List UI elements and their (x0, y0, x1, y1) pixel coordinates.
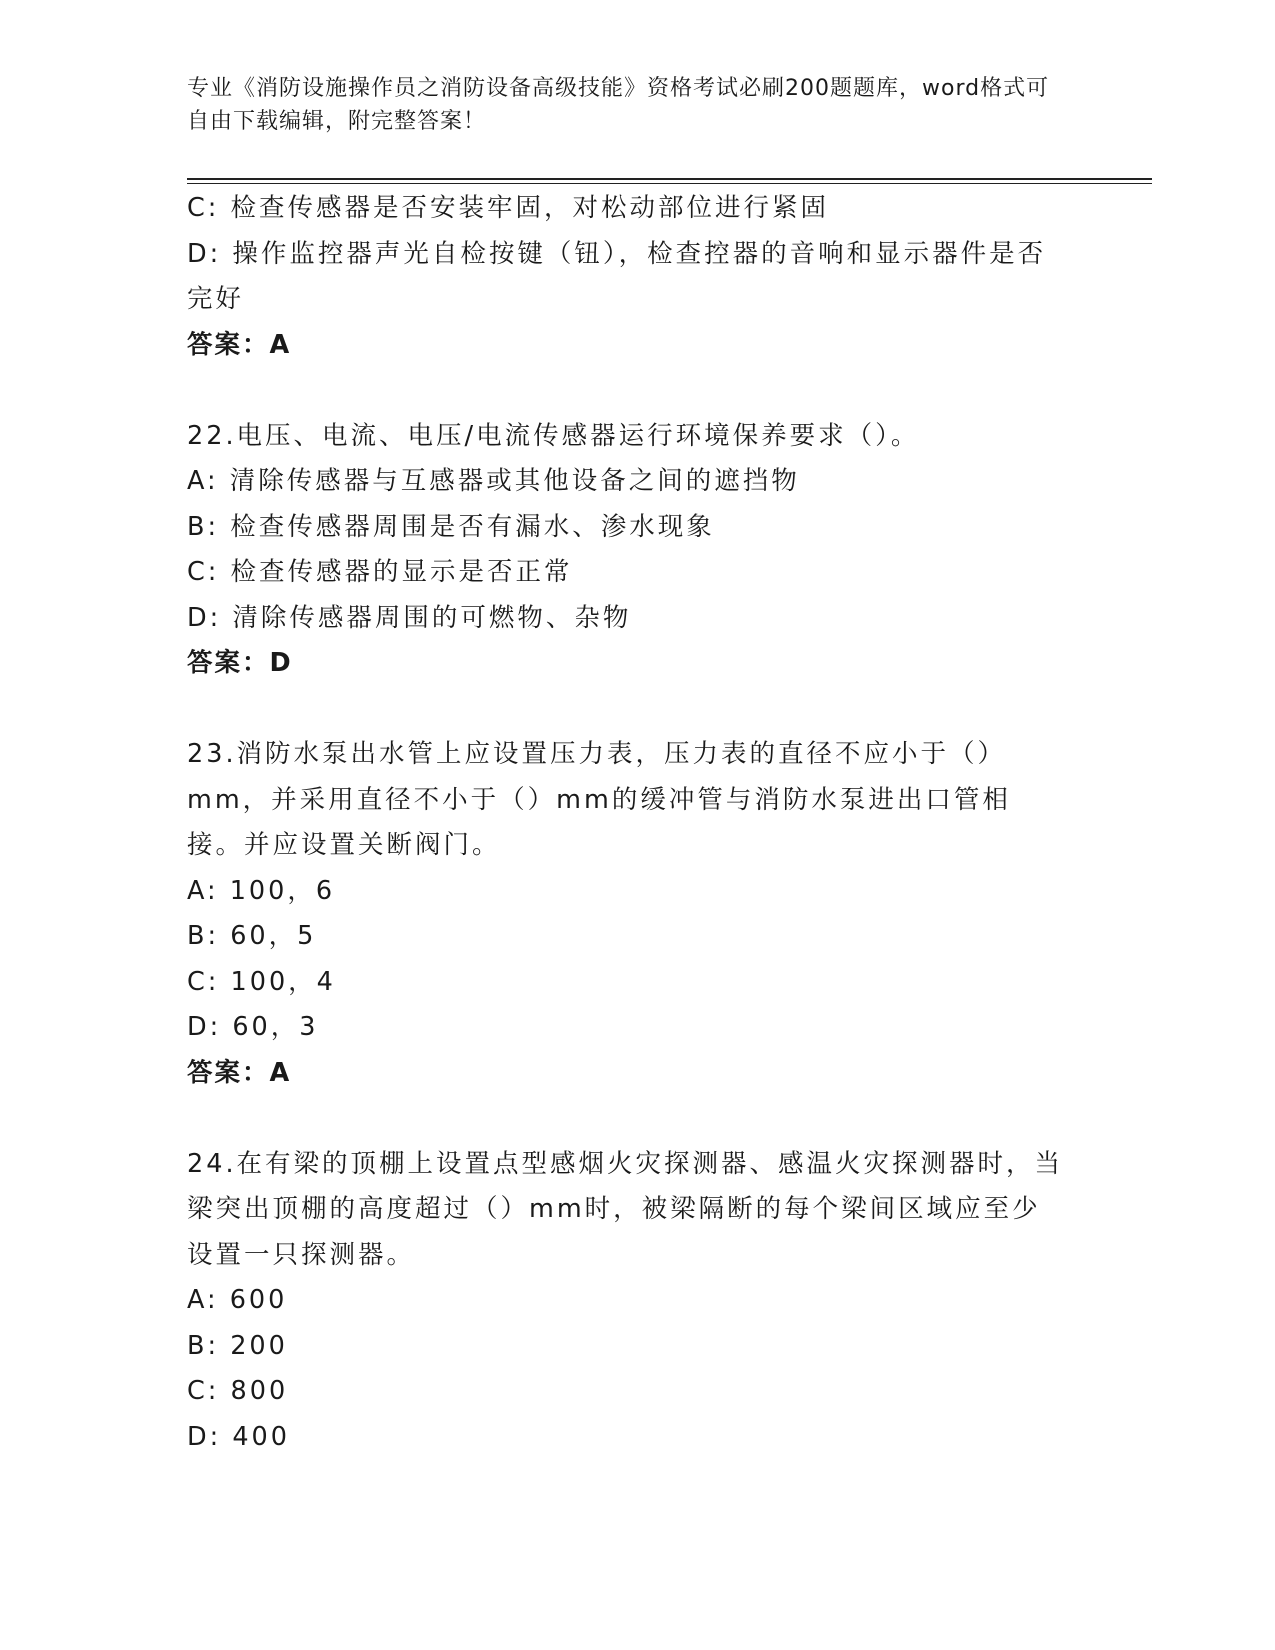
document-header: 专业《消防设施操作员之消防设备高级技能》资格考试必刷200题题库，word格式可自由下载编辑，附完整答案！ (187, 76, 1050, 134)
q22-option-a: A: 清除传感器与互感器或其他设备之间的遮挡物 (187, 466, 800, 496)
question-content (187, 186, 1067, 1460)
q24-option-b: B: 200 (187, 1330, 288, 1361)
q23-stem: 23.消防水泵出水管上应设置压力表，压力表的直径不应小于（）mm，并采用直径不小于（）mm的缓冲管与消防水泵进出口管相接。并应设置关断阀门。 (187, 739, 1011, 860)
q22-option-c: C: 检查传感器的显示是否正常 (187, 557, 573, 587)
q22-stem: 22.电压、电流、电压/电流传感器运行环境保养要求（）。 (187, 420, 920, 451)
prev-answer: 答案：A (187, 329, 292, 360)
q24-option-c: C: 800 (187, 1376, 289, 1406)
q23-option-c: C: 100，4 (187, 966, 336, 997)
q23-option-b: B: 60，5 (187, 921, 317, 951)
q23-option-a: A: 100，6 (187, 875, 336, 906)
q24-option-a: A: 600 (187, 1285, 288, 1315)
prev-option-d: D: 操作监控器声光自检按键（钮），检查控器的音响和显示器件是否完好 (187, 238, 1047, 314)
spacer (187, 1096, 1067, 1142)
prev-option-c: C: 检查传感器是否安装牢固，对松动部位进行紧固 (187, 193, 830, 223)
header-rule-thin (187, 183, 1152, 184)
q23-answer: 答案：A (187, 1057, 292, 1088)
q22-option-d: D: 清除传感器周围的可燃物、杂物 (187, 602, 632, 633)
q24-option-d: D: 400 (187, 1421, 291, 1452)
header-rule-thick (187, 178, 1152, 180)
spacer (187, 368, 1067, 414)
q22-option-b: B: 检查传感器周围是否有漏水、渗水现象 (187, 511, 715, 542)
q24-stem: 24.在有梁的顶棚上设置点型感烟火灾探测器、感温火灾探测器时，当梁突出顶棚的高度超过（）mm时，被梁隔断的每个梁间区域应至少设置一只探测器。 (187, 1148, 1064, 1270)
q22-answer: 答案：D (187, 648, 293, 678)
spacer (187, 687, 1067, 733)
q23-option-d: D: 60，3 (187, 1012, 319, 1042)
